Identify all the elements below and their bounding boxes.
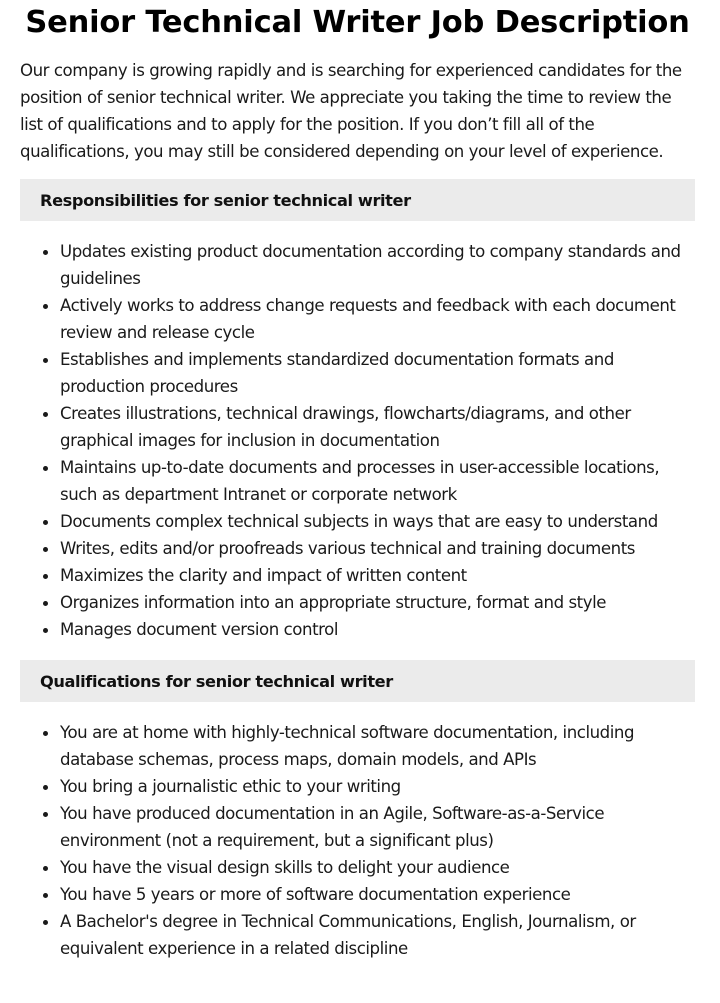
- list-item: Creates illustrations, technical drawings, flowcharts/diagrams, and other graphical images for inclusion in documentation: [20, 400, 695, 454]
- responsibilities-list: [20, 238, 695, 643]
- list-item: A Bachelor's degree in Technical Communications, English, Journalism, or equivalent experience in a related discipline: [20, 908, 695, 962]
- list-item: Maximizes the clarity and impact of written content: [20, 562, 695, 589]
- list-item: Writes, edits and/or proofreads various technical and training documents: [20, 535, 695, 562]
- list-item: Establishes and implements standardized documentation formats and production procedures: [20, 346, 695, 400]
- qualifications-list: [20, 719, 695, 962]
- responsibilities-header: Responsibilities for senior technical writer: [20, 179, 695, 221]
- page-title: Senior Technical Writer Job Description: [25, 5, 690, 40]
- list-item: Documents complex technical subjects in ways that are easy to understand: [20, 508, 695, 535]
- list-item: Manages document version control: [20, 616, 695, 643]
- list-item: Actively works to address change requests and feedback with each document review and release cycle: [20, 292, 695, 346]
- list-item: You have produced documentation in an Agile, Software-as-a-Service environment (not a requirement, but a significant plus): [20, 800, 695, 854]
- intro-paragraph: Our company is growing rapidly and is searching for experienced candidates for the position of senior technical writer. We appreciate you taking the time to review the list of qualifications and to apply for the position. If you don’t fill all of the qualifications, you may still be considered depending on your level of experience.: [20, 61, 682, 161]
- list-item: You have 5 years or more of software documentation experience: [20, 881, 695, 908]
- job-description-page: [20, 0, 695, 962]
- list-item: You have the visual design skills to delight your audience: [20, 854, 695, 881]
- qualifications-header: Qualifications for senior technical writer: [20, 660, 695, 702]
- list-item: You are at home with highly-technical software documentation, including database schemas, process maps, domain models, and APIs: [20, 719, 695, 773]
- list-item: You bring a journalistic ethic to your writing: [20, 773, 695, 800]
- list-item: Updates existing product documentation according to company standards and guidelines: [20, 238, 695, 292]
- list-item: Organizes information into an appropriate structure, format and style: [20, 589, 695, 616]
- list-item: Maintains up-to-date documents and processes in user-accessible locations, such as department Intranet or corporate network: [20, 454, 695, 508]
